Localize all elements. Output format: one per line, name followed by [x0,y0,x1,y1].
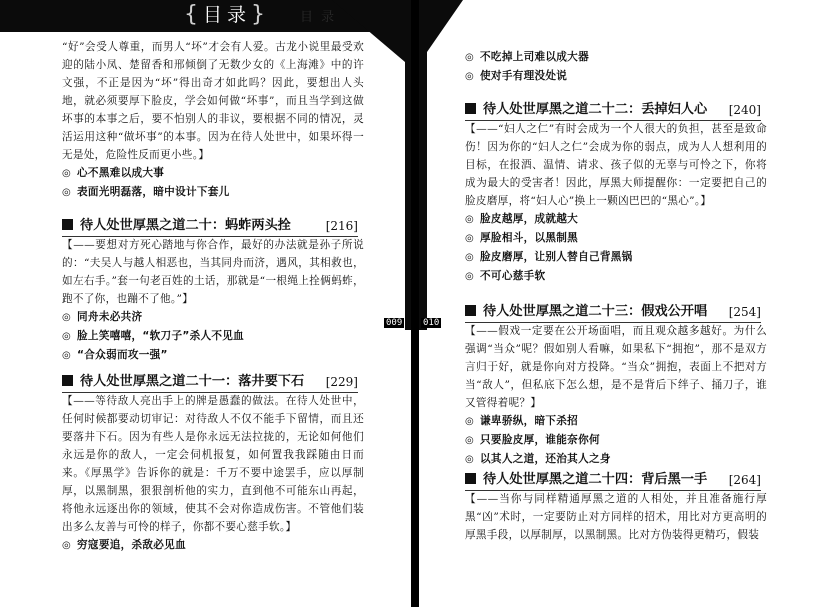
section-20-body [62,236,364,365]
intro-paragraph: “好”会受人尊重，而男人“坏”才会有人爱。古龙小说里最受欢迎的陆小凤、楚留香和邢倾倒了无数少女的《上海滩》中的许文强，不正是因为“坏”得出奇才如此吗？因此，要想出人头地，就必须要厚下脸皮，学会如何做“坏事”，而且当学到这做坏事的本事之后，要不怕别人的非议，要根据不同的情况，灵活运用这种“做坏事”的本事。因为在待人处世中，如果坏得一无是处，危险性反而更小些。】 [62,41,364,161]
section-title: 待人处世厚黑之道二十二：丢掉妇人心 [483,102,708,117]
section-title: 待人处世厚黑之道二十四：背后黑一手 [483,472,708,487]
circle-bullet-icon: ◎ [62,540,72,551]
circle-bullet-icon: ◎ [465,214,475,225]
page-number-left: 009 [386,318,403,328]
toc-title-text: 目录 [203,4,252,26]
circle-bullet-icon: ◎ [62,331,72,342]
section-bullets [62,536,364,555]
black-square-icon [465,473,476,484]
list-item[interactable]: ◎ 只要脸皮厚，谁能奈你何 [465,434,600,446]
circle-bullet-icon: ◎ [465,252,475,263]
section-title: 待人处世厚黑之道二十：蚂蚱两头拴 [80,218,291,233]
section-summary: 【——假戏一定要在公开场面唱，而且观众越多越好。为什么强调“当众”呢？假如别人看嘛，如果私下“拥抱”，那不是双方言归于好，就是你向对方投降。“当众”拥抱，表面上不把对方当“敌人”，但私底下怎么想，是不是背后下绊子、捅刀子，谁又管得着呢？】 [465,325,767,409]
list-item[interactable]: ◎ 脸皮越厚，成就越大 [465,213,579,225]
section-heading-20[interactable] [62,214,358,237]
circle-bullet-icon: ◎ [465,416,475,427]
circle-bullet-icon: ◎ [62,187,72,198]
circle-bullet-icon: ◎ [465,271,475,282]
list-item[interactable]: ◎ 脸皮磨厚，让别人替自己背黑锅 [465,251,633,263]
page-number-right: 010 [423,318,440,328]
list-item[interactable]: ◎ 谦卑骄纵，暗下杀招 [465,415,579,427]
black-square-icon [465,103,476,114]
black-square-icon [62,375,73,386]
circle-bullet-icon: ◎ [62,350,72,361]
circle-bullet-icon: ◎ [465,435,475,446]
circle-bullet-icon: ◎ [62,312,72,323]
intro-block [62,38,364,202]
right-page [419,0,830,607]
list-item[interactable]: ◎ 不吃掉上司难以成大器 [465,51,589,63]
toc-title: {目录} [184,2,271,27]
section-summary: 【——当你与同样精通厚黑之道的人相处，并且准备施行厚黑“凶”术时，一定要防止对方同样的招术，用比对方更高明的厚黑手段，以厚制厚，以黑制黑。比对方伪装得更精巧，假装 [465,493,767,541]
circle-bullet-icon: ◎ [62,168,72,179]
circle-bullet-icon: ◎ [465,454,475,465]
list-item[interactable]: ◎ 脸上笑嘻嘻，“软刀子”杀人不见血 [62,330,245,342]
top-bullets-block [465,48,765,86]
list-item[interactable]: ◎ 以其人之道，还治其人之身 [465,453,611,465]
list-item[interactable]: ◎ 心不黑难以成大事 [62,167,165,179]
list-item[interactable]: ◎ 厚脸相斗，以黑制黑 [465,232,579,244]
section-heading-23[interactable] [465,300,761,323]
section-summary: 【——要想对方死心踏地与你合作，最好的办法就是孙子所说的：“夫吴人与越人相恶也，当其同舟而济，遇风，其相救也，如左右手。”套一句老百姓的土话，那就是“一根绳上拴俩蚂蚱，跑不了你，也蹦不了他。”】 [62,239,364,305]
section-title: 待人处世厚黑之道二十三：假戏公开唱 [483,304,708,319]
section-heading-21[interactable] [62,370,358,393]
circle-bullet-icon: ◎ [465,71,475,82]
section-summary: 【——等待敌人亮出手上的牌是愚蠢的做法。在待人处世中，任何时候都要动切审记：对待敌人不仅不能手下留情，而且还要落井下石。因为有些人是你永远无法拉拢的，无论如何他们永远是你的敌人，一定会伺机报复，如何置我我踩随由日而来。《厚黑学》告诉你的就是：千万不要中途罢手，应以厚制厚，以黑制黑，狠狠剖析他的实力，直到他不可能东山再起，将他永远逐出你的领域，使其不会对你造成伤害。不管他们装出多么友善与可怜的样子，你都不要心慈手软。】 [62,395,364,533]
section-page-number: [264] [728,473,761,487]
section-bullets [465,412,767,469]
section-page-number: [240] [728,103,761,117]
toc-ghost-text: 目 录 [300,10,337,25]
black-square-icon [62,219,73,230]
section-page-number: [229] [325,375,358,389]
circle-bullet-icon: ◎ [465,52,475,63]
circle-bullet-icon: ◎ [465,233,475,244]
section-page-number: [254] [728,305,761,319]
list-item[interactable]: ◎ 同舟未必共济 [62,311,143,323]
list-item[interactable]: ◎ 表面光明磊落，暗中设计下套儿 [62,186,230,198]
section-title: 待人处世厚黑之道二十一：落井要下石 [80,374,305,389]
section-page-number: [216] [325,219,358,233]
section-bullets [62,308,364,365]
section-21-body [62,392,364,555]
list-item[interactable]: ◎ 使对手有理没处说 [465,70,568,82]
page-corner-shadow [419,0,469,330]
list-item[interactable]: ◎ 不可心慈手软 [465,270,546,282]
black-square-icon [465,305,476,316]
top-bullets [465,48,765,86]
section-22-body [465,120,767,286]
section-heading-22[interactable] [465,98,761,121]
intro-bullets [62,164,364,202]
section-23-body [465,322,767,469]
list-item[interactable]: ◎ “合众弱而攻一强” [62,349,168,361]
section-24-body [465,490,767,544]
section-bullets [465,210,767,286]
list-item[interactable]: ◎ 穷寇要追，杀敌必见血 [62,539,186,551]
left-page [0,0,411,607]
section-summary: 【——“妇人之仁”有时会成为一个人很大的负担，甚至是致命伤！因为你的“妇人之仁”会成为你的弱点，成为人人想利用的目标，在报酒、温情、请求、孩子似的无辜与可怜之下，你将成为最大的受害者！因此，厚黑大师提醒你：一定要把自己的脸皮磨厚，将“妇人心”换上一颗凶巴巴的“黑心”。】 [465,123,767,207]
section-heading-24[interactable] [465,468,761,491]
